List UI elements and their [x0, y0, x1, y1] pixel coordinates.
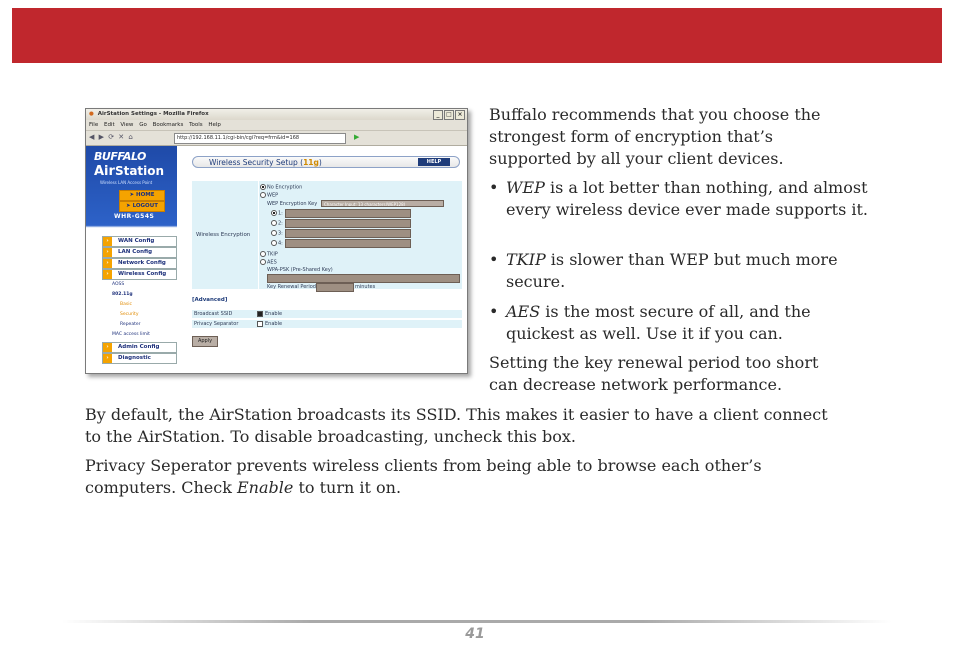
intro-paragraph: Buffalo recommends that you choose the strongest form of encryption that’s supported by all your client devices.: [489, 105, 821, 168]
privacy-post: to turn it on.: [293, 478, 402, 497]
arrow-icon: ›: [103, 354, 112, 363]
renewal-label: Key Renewal Period: [267, 284, 316, 290]
sub-basic[interactable]: Basic: [120, 302, 132, 307]
opt-wep-label: WEP: [267, 192, 279, 199]
radio-icon: [271, 230, 277, 236]
radio-wep[interactable]: [260, 192, 278, 199]
sidebar-item-label: LAN Config: [118, 249, 153, 255]
product-logo: [94, 164, 164, 179]
checkbox-checked-icon: [257, 311, 263, 317]
header-banner: [12, 8, 942, 63]
logout-label: LOGOUT: [132, 203, 158, 209]
opt-tkip-label: TKIP: [267, 251, 278, 258]
key-1-label: 1:: [278, 210, 283, 217]
opt-none-label: No Encryption: [267, 184, 303, 191]
sidebar-item-wan[interactable]: [102, 236, 177, 247]
product-station: Station: [114, 164, 165, 178]
checkbox-icon: [257, 321, 263, 327]
model-name: WHR-G54S: [114, 213, 155, 220]
aes-text: is the most secure of all, and the quickest as well. Use it if you can.: [506, 302, 811, 343]
sidebar-item-label: WAN Config: [118, 238, 155, 244]
close-icon[interactable]: ×: [455, 110, 465, 120]
router-screenshot: [85, 108, 468, 374]
bullet-dot: •: [489, 250, 499, 269]
privacy-separator-checkbox[interactable]: [257, 320, 282, 328]
key-2-label: 2:: [278, 220, 283, 227]
maximize-icon[interactable]: □: [444, 110, 454, 120]
radio-icon: [260, 251, 266, 257]
home-label: HOME: [136, 192, 155, 198]
sub-repeater[interactable]: Repeater: [120, 322, 141, 327]
footer-divider: [62, 620, 892, 623]
tkip-bullet: [489, 249, 879, 293]
menu-help[interactable]: Help: [208, 122, 221, 128]
sidebar-item-wireless[interactable]: [102, 269, 177, 280]
arrow-icon: ›: [103, 259, 112, 268]
menu-view[interactable]: View: [120, 122, 134, 128]
tkip-term: TKIP: [506, 250, 546, 269]
radio-aes[interactable]: [260, 259, 277, 266]
encryption-label: Wireless Encryption: [192, 181, 258, 289]
radio-no-encryption[interactable]: [260, 184, 302, 191]
sub-security[interactable]: Security: [120, 312, 139, 317]
wep-key-2-input[interactable]: [285, 219, 411, 228]
radio-tkip[interactable]: [260, 251, 278, 258]
radio-icon: [271, 240, 277, 246]
broadcast-ssid-checkbox[interactable]: [257, 310, 282, 318]
menu-go[interactable]: Go: [139, 122, 147, 128]
window-titlebar: [86, 109, 467, 120]
sub-80211g[interactable]: 802.11g: [112, 292, 133, 297]
apply-button[interactable]: Apply: [192, 336, 218, 347]
logout-button[interactable]: ➤ LOGOUT: [119, 201, 165, 212]
wep-bullet: [489, 177, 879, 221]
radio-selected-icon: [271, 210, 277, 216]
page-title-text: Wireless Security Setup (: [209, 158, 304, 167]
sidebar-item-label: Wireless Config: [118, 271, 167, 277]
go-icon[interactable]: ▶: [354, 133, 360, 141]
sidebar-item-admin[interactable]: [102, 342, 177, 353]
page-content: [86, 146, 467, 373]
sidebar-item-network[interactable]: [102, 258, 177, 269]
psk-label: WPA-PSK (Pre-Shared Key): [267, 267, 333, 273]
arrow-icon: ›: [103, 270, 112, 279]
product-air: Air: [94, 164, 115, 179]
sidebar-item-label: Admin Config: [118, 344, 160, 350]
minimize-icon[interactable]: _: [433, 110, 443, 120]
wep-key-4-input[interactable]: [285, 239, 411, 248]
wep-key-label: WEP Encryption Key: [267, 201, 318, 207]
renewal-paragraph: Setting the key renewal period too short can decrease network performance.: [489, 353, 819, 394]
sub-mac-filter[interactable]: MAC access limit: [112, 332, 150, 337]
menu-edit[interactable]: Edit: [103, 122, 115, 128]
bullet-dot: •: [489, 178, 499, 197]
sub-aoss[interactable]: AOSS: [112, 282, 125, 287]
aes-bullet: [489, 301, 879, 345]
sidebar-item-label: Network Config: [118, 260, 166, 266]
menu-bar: [86, 120, 467, 130]
nav-buttons-icon[interactable]: ◀ ▶ ⟳ ✕ ⌂: [89, 133, 134, 141]
wep-key-2-radio[interactable]: [271, 220, 283, 227]
radio-selected-icon: [260, 184, 266, 190]
privacy-enable: Enable: [237, 478, 294, 497]
sidebar: [86, 146, 177, 373]
sidebar-item-lan[interactable]: [102, 247, 177, 258]
arrow-icon: ›: [103, 248, 112, 257]
wep-key-1-input[interactable]: [285, 209, 411, 218]
privacy-separator-row: [192, 320, 462, 328]
radio-icon: [260, 259, 266, 265]
menu-tools[interactable]: Tools: [189, 122, 203, 128]
radio-icon: [271, 220, 277, 226]
broadcast-paragraph: By default, the AirStation broadcasts its SSID. This makes it easier to have a client connect to the AirStation. To disable broadcasting, uncheck this box.: [85, 405, 828, 446]
advanced-heading: [Advanced]: [192, 297, 228, 303]
enable-label: Enable: [265, 321, 283, 327]
nav-toolbar: [86, 130, 467, 146]
help-button[interactable]: HELP: [418, 158, 450, 166]
key-4-label: 4:: [278, 240, 283, 247]
renewal-unit: minutes: [355, 284, 376, 290]
radio-icon: [260, 192, 266, 198]
aes-term: AES: [506, 302, 541, 321]
tkip-text: is slower than WEP but much more secure.: [506, 250, 838, 291]
psk-input[interactable]: [267, 274, 460, 283]
broadcast-ssid-label: Broadcast SSID: [194, 311, 233, 317]
bullet-dot: •: [489, 302, 499, 321]
privacy-separator-label: Privacy Separator: [194, 321, 239, 327]
wep-key-select[interactable]: Character Input: 13 characters(WEP128): [321, 200, 444, 207]
sidebar-item-diagnostic[interactable]: [102, 353, 177, 364]
sidebar-item-label: Diagnostic: [118, 355, 151, 361]
product-tagline: Wireless LAN Access Point: [100, 180, 153, 185]
window-title: AirStation Settings - Mozilla Firefox: [97, 111, 209, 117]
encryption-options: [259, 181, 462, 289]
url-bar[interactable]: http://192.168.11.1/cgi-bin/cgi?req=frm&id=168: [174, 133, 346, 144]
menu-bookmarks[interactable]: Bookmarks: [152, 122, 184, 128]
broadcast-ssid-row: [192, 310, 462, 318]
wep-key-4-radio[interactable]: [271, 240, 283, 247]
privacy-pre: Privacy Seperator prevents wireless clients from being able to browse each other’s computers. Check: [85, 456, 762, 497]
arrow-icon: ›: [103, 343, 112, 352]
main-panel: [192, 146, 467, 373]
privacy-paragraph: [85, 455, 845, 499]
brand-logo: BUFFALO: [94, 150, 146, 163]
menu-file[interactable]: File: [89, 122, 99, 128]
page-title-mode: 11g: [303, 158, 319, 167]
key-3-label: 3:: [278, 230, 283, 237]
home-button[interactable]: ➤ HOME: [119, 190, 165, 201]
enable-label: Enable: [265, 311, 283, 317]
wep-key-3-radio[interactable]: [271, 230, 283, 237]
wep-key-1-radio[interactable]: [271, 210, 283, 217]
firefox-icon: ●: [89, 111, 94, 117]
arrow-icon: ›: [103, 237, 112, 246]
opt-aes-label: AES: [267, 259, 277, 266]
wep-text: is a lot better than nothing, and almost every wireless device ever made supports it.: [506, 178, 869, 219]
page-title-end: ): [318, 158, 322, 167]
wep-term: WEP: [506, 178, 545, 197]
wep-key-3-input[interactable]: [285, 229, 411, 238]
page-number: 41: [465, 626, 485, 642]
renewal-input[interactable]: [316, 283, 354, 292]
